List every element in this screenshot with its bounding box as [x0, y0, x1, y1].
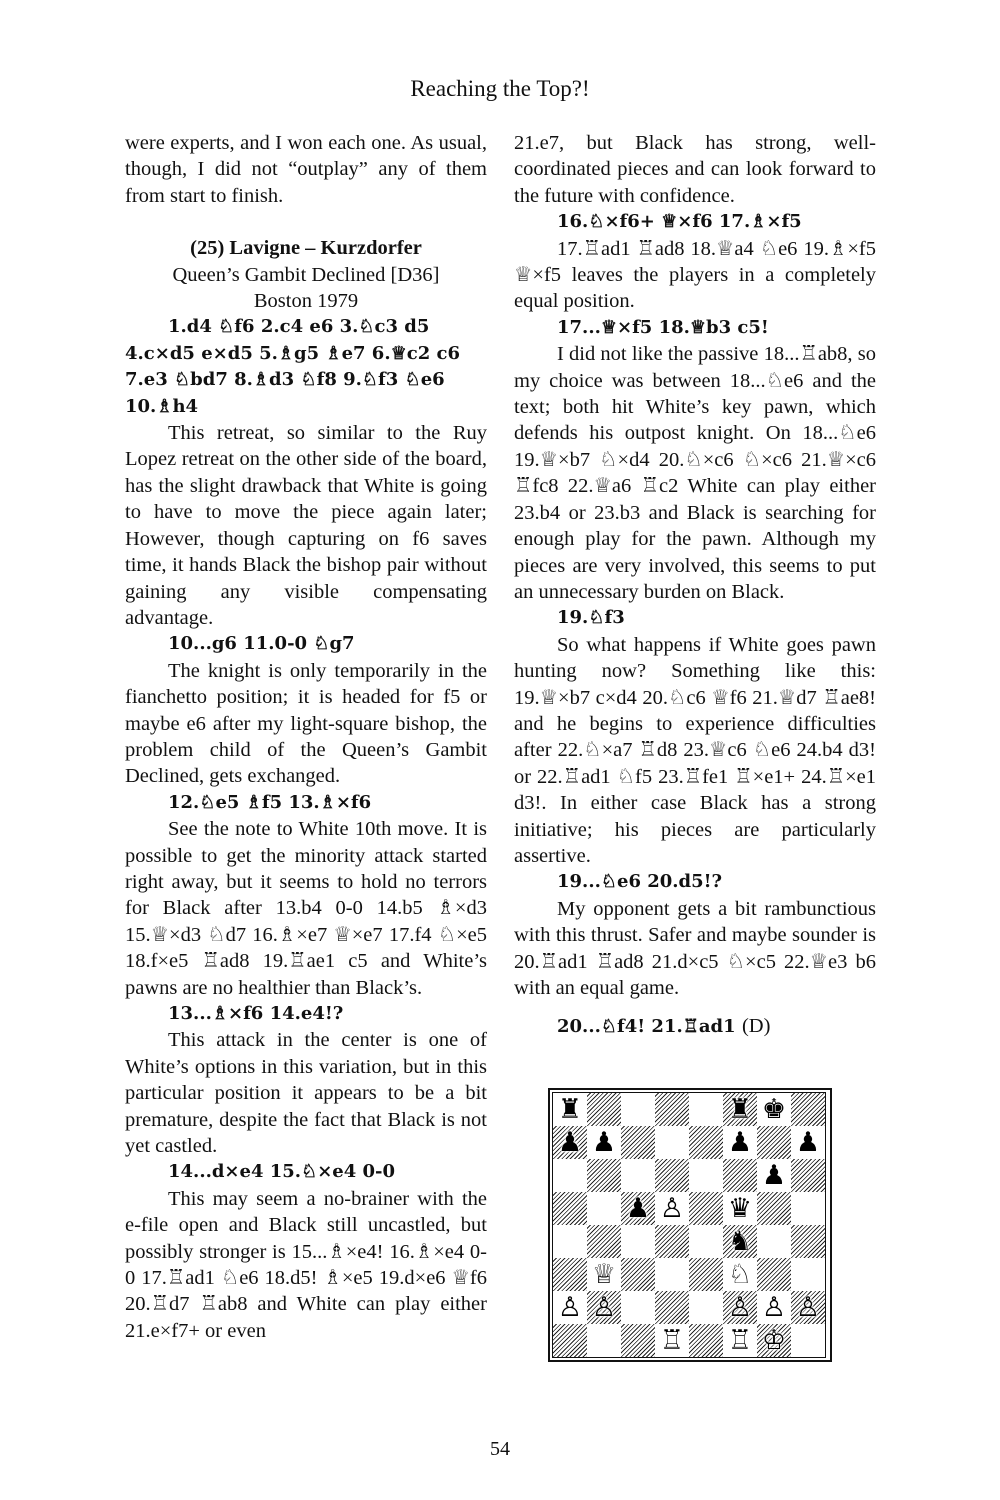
chess-piece-icon: ♚	[761, 1094, 787, 1125]
square-d4	[655, 1225, 689, 1258]
running-head: Reaching the Top?!	[410, 76, 590, 101]
annotation-paragraph: 17.♖ad1 ♖ad8 18.♕a4 ♘e6 19.♗×f5 ♕×f5 leaves the players in a completely equal position.	[514, 237, 876, 313]
square-a1	[553, 1324, 587, 1357]
square-g8	[757, 1093, 791, 1126]
square-f5	[723, 1192, 757, 1225]
square-b2	[587, 1291, 621, 1324]
square-b1	[587, 1324, 621, 1357]
square-e6	[689, 1159, 723, 1192]
chess-piece-icon: ♙	[761, 1292, 787, 1323]
square-e3	[689, 1258, 723, 1291]
square-f6	[723, 1159, 757, 1192]
square-f4	[723, 1225, 757, 1258]
square-e1	[689, 1324, 723, 1357]
square-c5	[621, 1192, 655, 1225]
square-a5	[553, 1192, 587, 1225]
annotation-paragraph: So what happens if White goes pawn hunting now? Something like this: 19.♕×b7 c×d4 20.♘c6 ♕f6 21.♕d7 ♖ae8! and he begins to experience difficulties after 22.♘×a7 ♖d8 23.♕c6 ♘e6 24.b4 d3! or 22.♖ad1 ♘f5 23.♖fe1 ♖×e1+ 24.♖×e1 d3!. In either case Black has a strong initiative; his pieces are particularly assertive.	[514, 633, 876, 867]
square-h3	[791, 1258, 825, 1291]
annotation-paragraph: See the note to White 10th move. It is possible to get the minority attack started right away, but it seems to hold no terrors for Black after 13.b4 0-0 14.b5 ♗×d3 15.♕×d3 ♘d7 16.♗×e7 ♕×e7 17.f4 ♘×e5 18.f×e5 ♖ad8 19.♖ae1 c5 and White’s pawns are no healthier than Black’s.	[125, 818, 487, 999]
chess-piece-icon: ♕	[591, 1259, 617, 1290]
square-h5	[791, 1192, 825, 1225]
chess-piece-icon: ♙	[727, 1292, 753, 1323]
square-h7	[791, 1126, 825, 1159]
chess-diagram	[548, 1088, 832, 1362]
square-c4	[621, 1225, 655, 1258]
right-column	[514, 130, 876, 1041]
square-g4	[757, 1225, 791, 1258]
game-moves: 17...♕×f5 18.♕b3 c5!	[557, 316, 769, 338]
game-moves: 1.d4 ♘f6 2.c4 e6 3.♘c3 d5 4.c×d5 e×d5 5.♗g5 ♗e7 6.♕c2 c6 7.e3 ♘bd7 8.♗d3 ♘f8 9.♘f3 ♘e6 10.♗h4	[125, 316, 460, 417]
chess-piece-icon: ♖	[727, 1325, 753, 1356]
square-g1	[757, 1324, 791, 1357]
square-h6	[791, 1159, 825, 1192]
square-g6	[757, 1159, 791, 1192]
square-h2	[791, 1291, 825, 1324]
square-h1	[791, 1324, 825, 1357]
chess-piece-icon: ♙	[591, 1292, 617, 1323]
annotation-paragraph: The knight is only temporarily in the fianchetto position; it is headed for f5 or maybe e6 after my light-square bishop, the problem child of the Queen’s Gambit Declined, gets exchanged.	[125, 659, 487, 788]
chess-piece-icon: ♔	[761, 1325, 787, 1356]
annotation-paragraph: 21.e7, but Black has strong, well-coordinated pieces and can look forward to the future with confidence.	[514, 132, 876, 207]
square-d3	[655, 1258, 689, 1291]
square-a8	[553, 1093, 587, 1126]
square-d2	[655, 1291, 689, 1324]
square-f2	[723, 1291, 757, 1324]
square-f3	[723, 1258, 757, 1291]
square-b3	[587, 1258, 621, 1291]
square-d1	[655, 1324, 689, 1357]
square-h4	[791, 1225, 825, 1258]
square-a3	[553, 1258, 587, 1291]
square-c1	[621, 1324, 655, 1357]
chess-piece-icon: ♞	[727, 1226, 753, 1257]
chess-piece-icon: ♟	[591, 1127, 617, 1158]
chess-piece-icon: ♟	[761, 1160, 787, 1191]
moves-text: 20...♘f4! 21.♖ad1	[557, 1016, 736, 1038]
chess-piece-icon: ♙	[557, 1292, 583, 1323]
chess-piece-icon: ♟	[795, 1127, 821, 1158]
square-f8	[723, 1093, 757, 1126]
square-d5	[655, 1192, 689, 1225]
annotation-paragraph: This may seem a no-brainer with the e-file open and Black still uncastled, but possibly stronger is 15...♗×e4! 16.♗×e4 0-0 17.♖ad1 ♘e6 18.d5! ♗×e5 19.d×e6 ♕f6 20.♖d7 ♖ab8 and White can play either 21.e×f7+ or even	[125, 1187, 487, 1342]
intro-paragraph: were experts, and I won each one. As usual, though, I did not “outplay” any of them from start to finish.	[125, 132, 487, 207]
game-moves: 10...g6 11.0-0 ♘g7	[168, 633, 355, 655]
square-f1	[723, 1324, 757, 1357]
square-b6	[587, 1159, 621, 1192]
chess-piece-icon: ♟	[557, 1127, 583, 1158]
square-c8	[621, 1093, 655, 1126]
square-c2	[621, 1291, 655, 1324]
spacer	[514, 1001, 876, 1013]
square-g7	[757, 1126, 791, 1159]
square-a6	[553, 1159, 587, 1192]
game-moves-diagram	[514, 1013, 876, 1040]
chess-piece-icon: ♜	[557, 1094, 583, 1125]
square-a4	[553, 1225, 587, 1258]
square-a7	[553, 1126, 587, 1159]
square-d7	[655, 1126, 689, 1159]
opening-name: Queen’s Gambit Declined [D36]	[172, 263, 440, 286]
annotation-paragraph: This attack in the center is one of White’s options in this variation, but in this particular position it appears to be a bit premature, despite the fact that Black is not yet castled.	[125, 1029, 487, 1158]
chess-piece-icon: ♟	[625, 1193, 651, 1224]
square-h8	[791, 1093, 825, 1126]
chess-piece-icon: ♙	[659, 1193, 685, 1224]
square-b4	[587, 1225, 621, 1258]
square-d6	[655, 1159, 689, 1192]
square-e2	[689, 1291, 723, 1324]
square-e7	[689, 1126, 723, 1159]
square-c6	[621, 1159, 655, 1192]
chess-board	[552, 1092, 826, 1358]
chess-piece-icon: ♙	[795, 1292, 821, 1323]
chess-piece-icon: ♟	[727, 1127, 753, 1158]
square-e8	[689, 1093, 723, 1126]
game-moves: 12.♘e5 ♗f5 13.♗×f6	[168, 791, 372, 813]
square-g2	[757, 1291, 791, 1324]
game-moves: 19...♘e6 20.d5!?	[557, 871, 723, 893]
square-b5	[587, 1192, 621, 1225]
annotation-paragraph: This retreat, so similar to the Ruy Lopez retreat on the other side of the board, has the slight drawback that White is going to have to move the piece again later; However, though capturing on f6 saves time, it hands Black the bishop pair without gaining any visible compensating advantage.	[125, 422, 487, 629]
square-b7	[587, 1126, 621, 1159]
chess-piece-icon: ♜	[727, 1094, 753, 1125]
chess-piece-icon: ♛	[727, 1193, 753, 1224]
chess-piece-icon: ♘	[727, 1259, 753, 1290]
square-c3	[621, 1258, 655, 1291]
square-g5	[757, 1192, 791, 1225]
square-g3	[757, 1258, 791, 1291]
annotation-paragraph: My opponent gets a bit rambunctious with this thrust. Safer and maybe sounder is 20.♖ad1 ♖ad8 21.d×c5 ♘×c5 22.♕e3 b6 with an equal game.	[514, 897, 876, 999]
square-e4	[689, 1225, 723, 1258]
game-venue: Boston 1979	[253, 290, 359, 313]
square-e5	[689, 1192, 723, 1225]
square-d8	[655, 1093, 689, 1126]
game-moves: 14...d×e4 15.♘×e4 0-0	[168, 1161, 396, 1183]
page-number: 54	[490, 1438, 510, 1460]
left-column	[125, 130, 487, 1344]
square-f7	[723, 1126, 757, 1159]
game-moves: 16.♘×f6+ ♕×f6 17.♗×f5	[557, 211, 802, 233]
square-c7	[621, 1126, 655, 1159]
game-title: (25) Lavigne – Kurzdorfer	[190, 237, 422, 260]
game-moves: 13...♗×f6 14.e4!?	[168, 1003, 344, 1024]
game-moves: 19.♘f3	[557, 607, 625, 629]
square-b8	[587, 1093, 621, 1126]
chess-piece-icon: ♖	[659, 1325, 685, 1356]
diagram-marker: (D)	[741, 1015, 771, 1038]
square-a2	[553, 1291, 587, 1324]
annotation-paragraph: I did not like the passive 18...♖ab8, so my choice was between 18...♘e6 and the text; both hit White’s key pawn, which defends his outpost knight. On 18...♘e6 19.♕×b7 ♘×d4 20.♘×c6 ♘×c6 21.♕×c6 ♖fc8 22.♕a6 ♖c2 White can play either 23.b4 or 23.b3 and Black is searching for enough play for the pawn. Although my pieces are very involved, this seems to put an unnecessary burden on Black.	[514, 343, 876, 603]
